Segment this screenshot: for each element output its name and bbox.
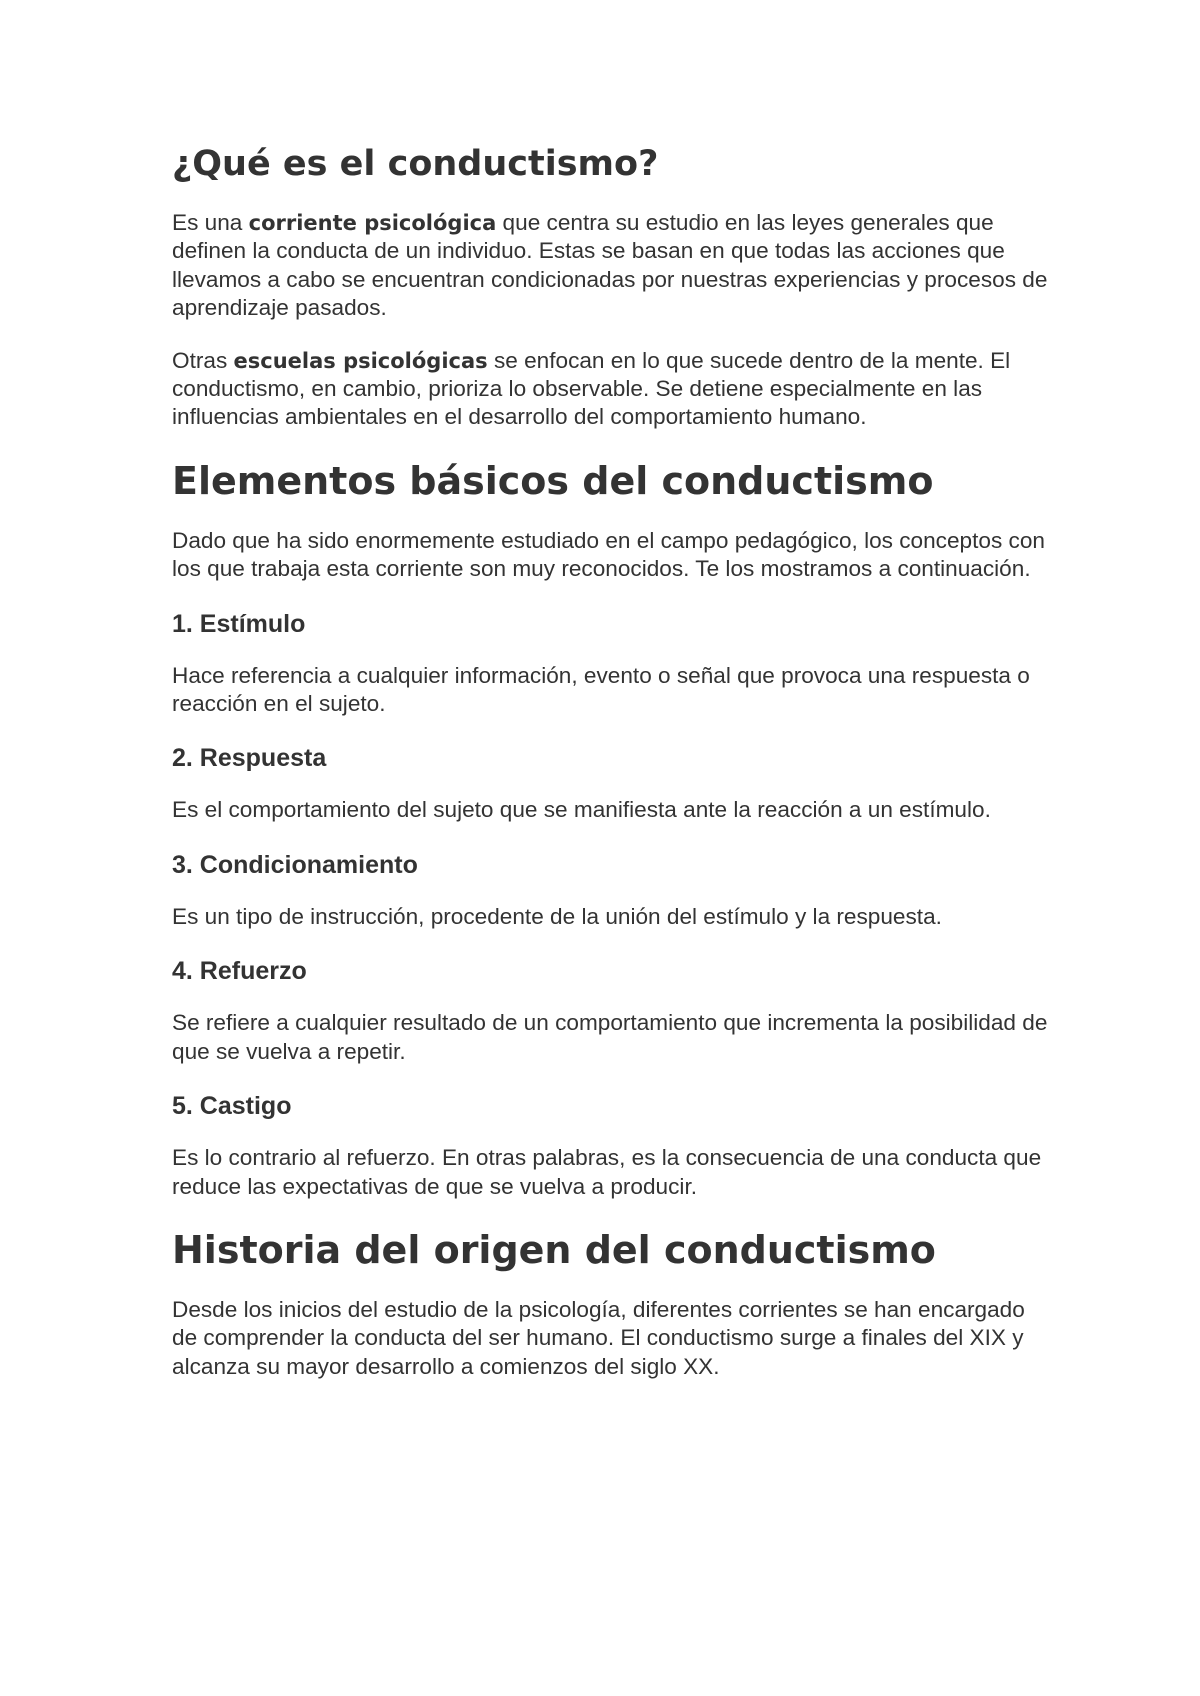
paragraph-text: Otras — [172, 347, 234, 373]
item-text-respuesta: Es el comportamiento del sujeto que se manifiesta ante la reacción a un estímulo. — [172, 797, 991, 823]
paragraph-text: Es una — [172, 210, 249, 235]
section-title-elementos: Elementos básicos del conductismo — [172, 458, 934, 503]
paragraph-text: que centra su estudio en las leyes generales que definen la conducta de un individuo. Estas se basan en que todas las acciones que llevamos a cabo se encuentran condicionadas por nuestras experiencias y procesos de aprendizaje pasados. — [172, 210, 1048, 321]
section-title-que-es: ¿Qué es el conductismo? — [172, 144, 659, 184]
item-text-castigo: Es lo contrario al refuerzo. En otras palabras, es la consecuencia de una conducta que reduce las expectativas de que se vuelva a producir. — [172, 1145, 1042, 1199]
bold-term: corriente psicológica — [248, 211, 497, 235]
item-heading-estimulo: 1. Estímulo — [172, 609, 306, 638]
item-text-estimulo: Hace referencia a cualquier información, evento o señal que provoca una respuesta o reacción en el sujeto. — [172, 662, 1030, 717]
paragraph-escuelas — [172, 347, 1052, 432]
item-heading-respuesta: 2. Respuesta — [172, 744, 327, 773]
document-page — [172, 140, 1052, 1405]
item-heading-condicionamiento: 3. Condicionamiento — [172, 850, 418, 879]
paragraph-historia: Desde los inicios del estudio de la psicología, diferentes corrientes se han encargado de comprender la conducta del ser humano. El conductismo surge a finales del XIX y alcanza su mayor desarrollo a comienzos del siglo XX. — [172, 1296, 1025, 1379]
section-title-historia: Historia del origen del conductismo — [172, 1227, 936, 1272]
item-text-condicionamiento: Es un tipo de instrucción, procedente de la unión del estímulo y la respuesta. — [172, 903, 942, 929]
item-text-refuerzo: Se refiere a cualquier resultado de un comportamiento que incrementa la posibilidad de que se vuelva a repetir. — [172, 1010, 1048, 1064]
paragraph-corriente — [172, 209, 1052, 323]
item-heading-castigo: 5. Castigo — [172, 1092, 292, 1121]
item-heading-refuerzo: 4. Refuerzo — [172, 957, 307, 986]
bold-term: escuelas psicológicas — [233, 348, 488, 373]
paragraph-text: se enfocan en lo que sucede dentro de la mente. El conductismo, en cambio, prioriza lo observable. Se detiene especialmente en las influencias ambientales en el desarrollo del comportamiento humano. — [172, 347, 1011, 430]
paragraph-intro: Dado que ha sido enormemente estudiado en el campo pedagógico, los conceptos con los que trabaja esta corriente son muy reconocidos. Te los mostramos a continuación. — [172, 527, 1045, 582]
